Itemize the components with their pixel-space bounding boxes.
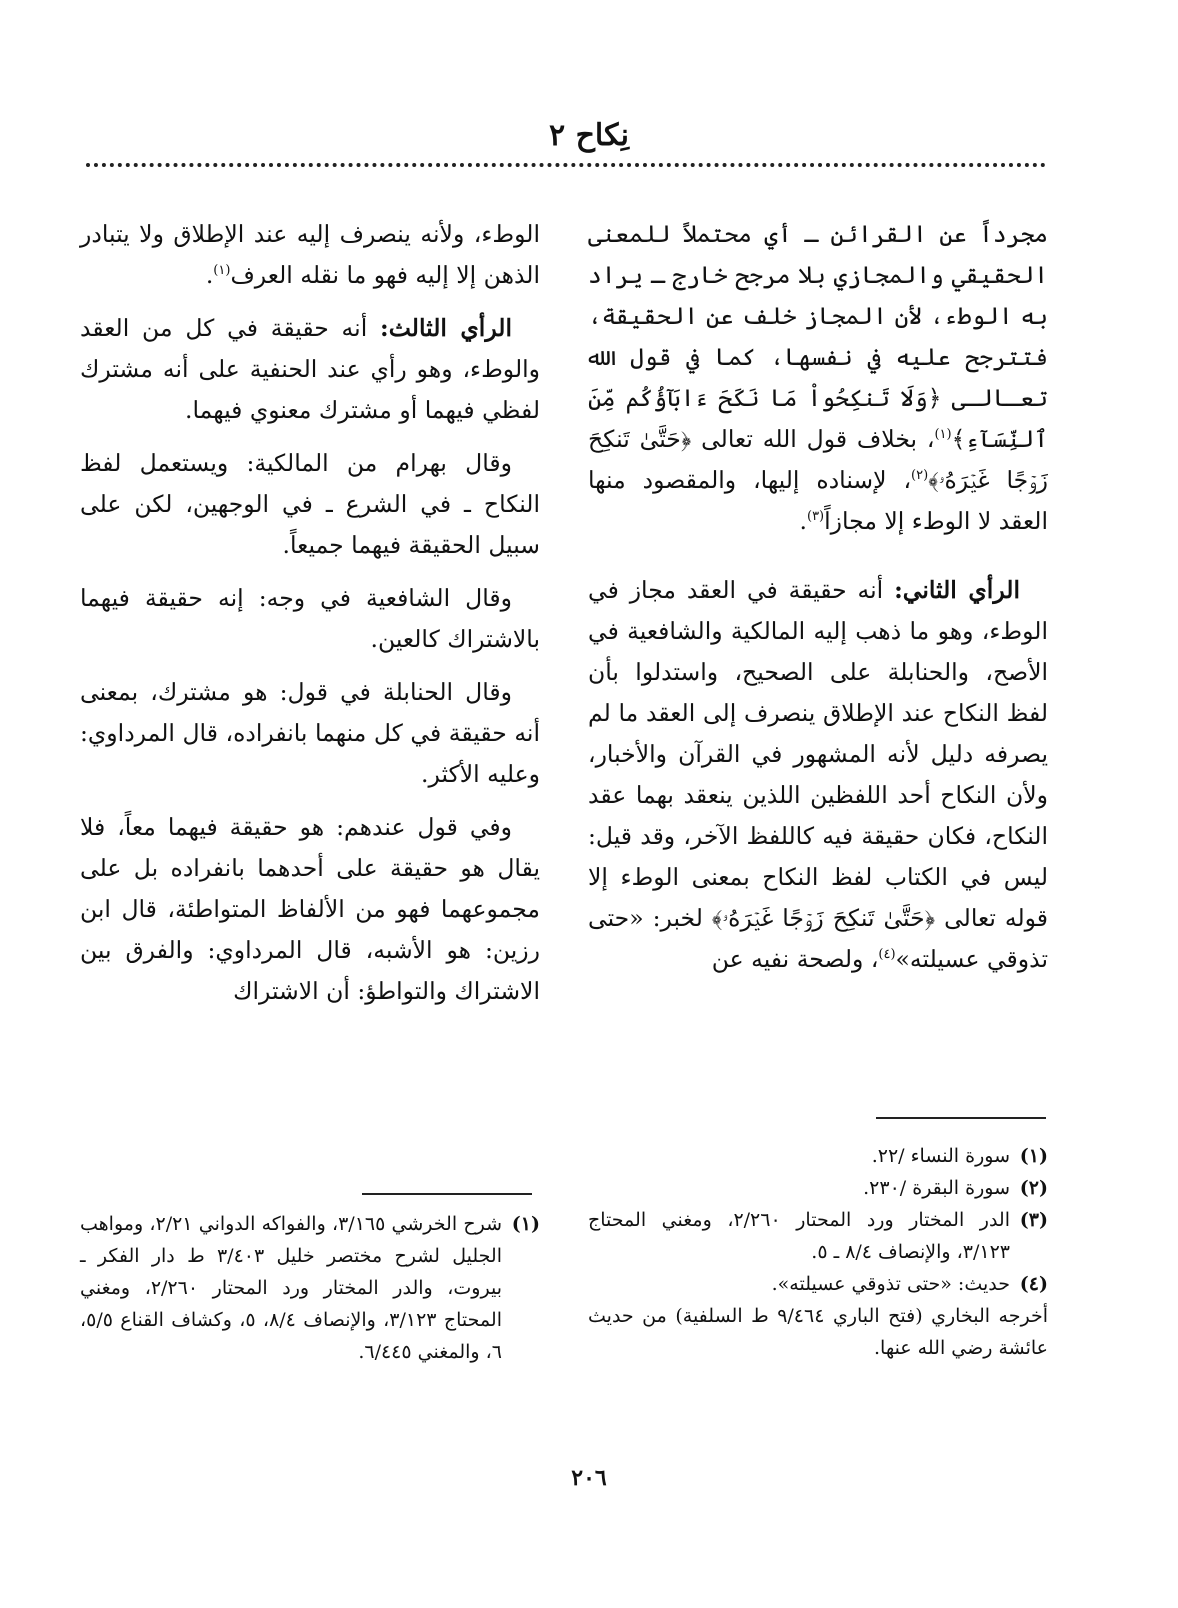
footnote-ref-left-1: (١) — [213, 263, 231, 279]
footnotes-left — [80, 1208, 540, 1368]
left-column — [80, 214, 540, 1024]
footnote — [588, 1268, 1048, 1300]
footnote-ref-3: (٣) — [806, 509, 825, 525]
left-p1-text: الوطء، ولأنه ينصرف إليه عند الإطلاق ولا يتبادر الذهن إلا إليه فهو ما نقله العرف — [80, 220, 540, 289]
footnote-text: سورة البقرة /٢٣٠. — [863, 1177, 1010, 1199]
footnote-number: (٣) — [1019, 1209, 1048, 1231]
page-number: ٢٠٦ — [571, 1465, 607, 1491]
footnote — [80, 1208, 540, 1368]
footnote-text: الدر المختار ورد المحتار ٢/٢٦٠، ومغني المحتاج ٣/١٢٣، والإنصاف ٨/٤ ـ ٥. — [588, 1209, 1010, 1263]
footnote-number: (٤) — [1019, 1273, 1048, 1295]
page-title: نِكاح ٢ — [549, 118, 629, 153]
footnote-number: (١) — [511, 1213, 540, 1235]
right-column — [588, 214, 1048, 992]
footnote-number: (٢) — [1019, 1177, 1048, 1199]
right-p2-text: أنه حقيقة في العقد مجاز في الوطء، وهو ما ذهب إليه المالكية والشافعية في الأصح، والحنابلة على الصحيح، واستدلوا بأن لفظ النكاح عند الإطلاق ينصرف إلى العقد ما لم يصرفه دليل لأنه المشهور في القرآن والأخبار، ولأن النكاح أحد اللفظين اللذين ينعقد بهما عقد النكاح، فكان حقيقة فيه كاللفظ الآخر، وقد قيل: ليس في الكتاب لفظ النكاح بمعنى الوطء إلا قوله تعالى ﴿حَتَّىٰ تَنكِحَ زَوۡجًا غَيۡرَهُۥ﴾ لخبر: «حتى تذوقي عسيلته» — [588, 576, 1048, 973]
left-paragraph-4: وقال الشافعية في وجه: إنه حقيقة فيهما بالاشتراك كالعين. — [80, 584, 540, 653]
footnote-number: (١) — [1019, 1145, 1048, 1167]
left-paragraph-2 — [80, 308, 540, 431]
right-p1-text: مجرداً عن القرائن ـ أي محتملاً للمعنى الحقيقي والمجازي بلا مرجح خارج ـ يراد به الوطء، لأن المجاز خلف عن الحقيقة، فتترجح عليه في نفسها، كما في قول الله تعـالـى ﴿وَلَا تَنكِحُواْ مَا نَكَحَ ءَابَآؤُكُم مِّنَ ٱلنِّسَآءِ﴾ — [588, 220, 1048, 453]
right-p1-end: ، لإسناده إليها، والمقصود منها العقد لا الوطء إلا مجازاً — [588, 466, 1048, 535]
right-p1-mid: ، بخلاف قول الله تعالى ﴿حَتَّىٰ تَنكِحَ زَوۡجًا غَيۡرَهُۥ﴾ — [588, 425, 1048, 494]
right-p1-tail: . — [799, 507, 807, 535]
footnote-continuation: أخرجه البخاري (فتح الباري ٩/٤٦٤ ط السلفية) من حديث عائشة رضي الله عنها. — [588, 1305, 1048, 1359]
left-paragraph-1 — [80, 214, 540, 296]
footnote-text: سورة النساء /٢٢. — [871, 1145, 1010, 1167]
footnote-ref-1: (١) — [934, 427, 952, 443]
right-p2-end: ، ولصحة نفيه عن — [711, 945, 879, 973]
footnote-separator-right — [876, 1117, 1046, 1119]
footnote-separator-left — [362, 1193, 532, 1195]
footnote-text: حديث: «حتى تذوقي عسيلته». — [771, 1273, 1010, 1295]
header-dotted-rule — [86, 163, 1046, 167]
footnote-ref-2: (٢) — [911, 468, 929, 484]
left-paragraph-6: وفي قول عندهم: هو حقيقة فيهما معاً، فلا يقال هو حقيقة على أحدهما بانفراده بل على مجموعهما فهو من الألفاظ المتواطئة، قال ابن رزين: هو الأشبه، قال المرداوي: والفرق بين الاشتراك والتواطؤ: أن الاشتراك — [80, 813, 540, 1005]
footnote — [588, 1140, 1048, 1172]
left-paragraph-3: وقال بهرام من المالكية: ويستعمل لفظ النكاح ـ في الشرع ـ في الوجهين، لكن على سبيل الحقيقة فيهما جميعاً. — [80, 449, 540, 559]
footnote-text: شرح الخرشي ٣/١٦٥، والفواكه الدواني ٢/٢١، ومواهب الجليل لشرح مختصر خليل ٣/٤٠٣ ط دار الفكر ـ بيروت، والدر المختار ورد المحتار ٢/٢٦٠، ومغني المحتاج ٣/١٢٣، والإنصاف ٨/٤، ٥، وكشاف القناع ٥/٥، ٦، والمغني ٦/٤٤٥. — [80, 1213, 502, 1363]
left-p1-tail: . — [205, 261, 214, 289]
left-paragraph-5: وقال الحنابلة في قول: هو مشترك، بمعنى أنه حقيقة في كل منهما بانفراده، قال المرداوي: وعليه الأكثر. — [80, 678, 540, 788]
footnotes-right — [588, 1140, 1048, 1364]
footnote — [588, 1204, 1048, 1268]
left-p2-text: أنه حقيقة في كل من العقد والوطء، وهو رأي عند الحنفية على أنه مشترك لفظي فيهما أو مشترك معنوي فيهما. — [80, 314, 540, 424]
right-paragraph-1 — [588, 214, 1048, 542]
third-opinion-heading: الرأي الثالث: — [380, 314, 512, 342]
footnote-ref-4: (٤) — [878, 947, 896, 963]
footnote — [588, 1172, 1048, 1204]
second-opinion-heading: الرأي الثاني: — [894, 576, 1020, 604]
right-paragraph-2 — [588, 570, 1048, 980]
